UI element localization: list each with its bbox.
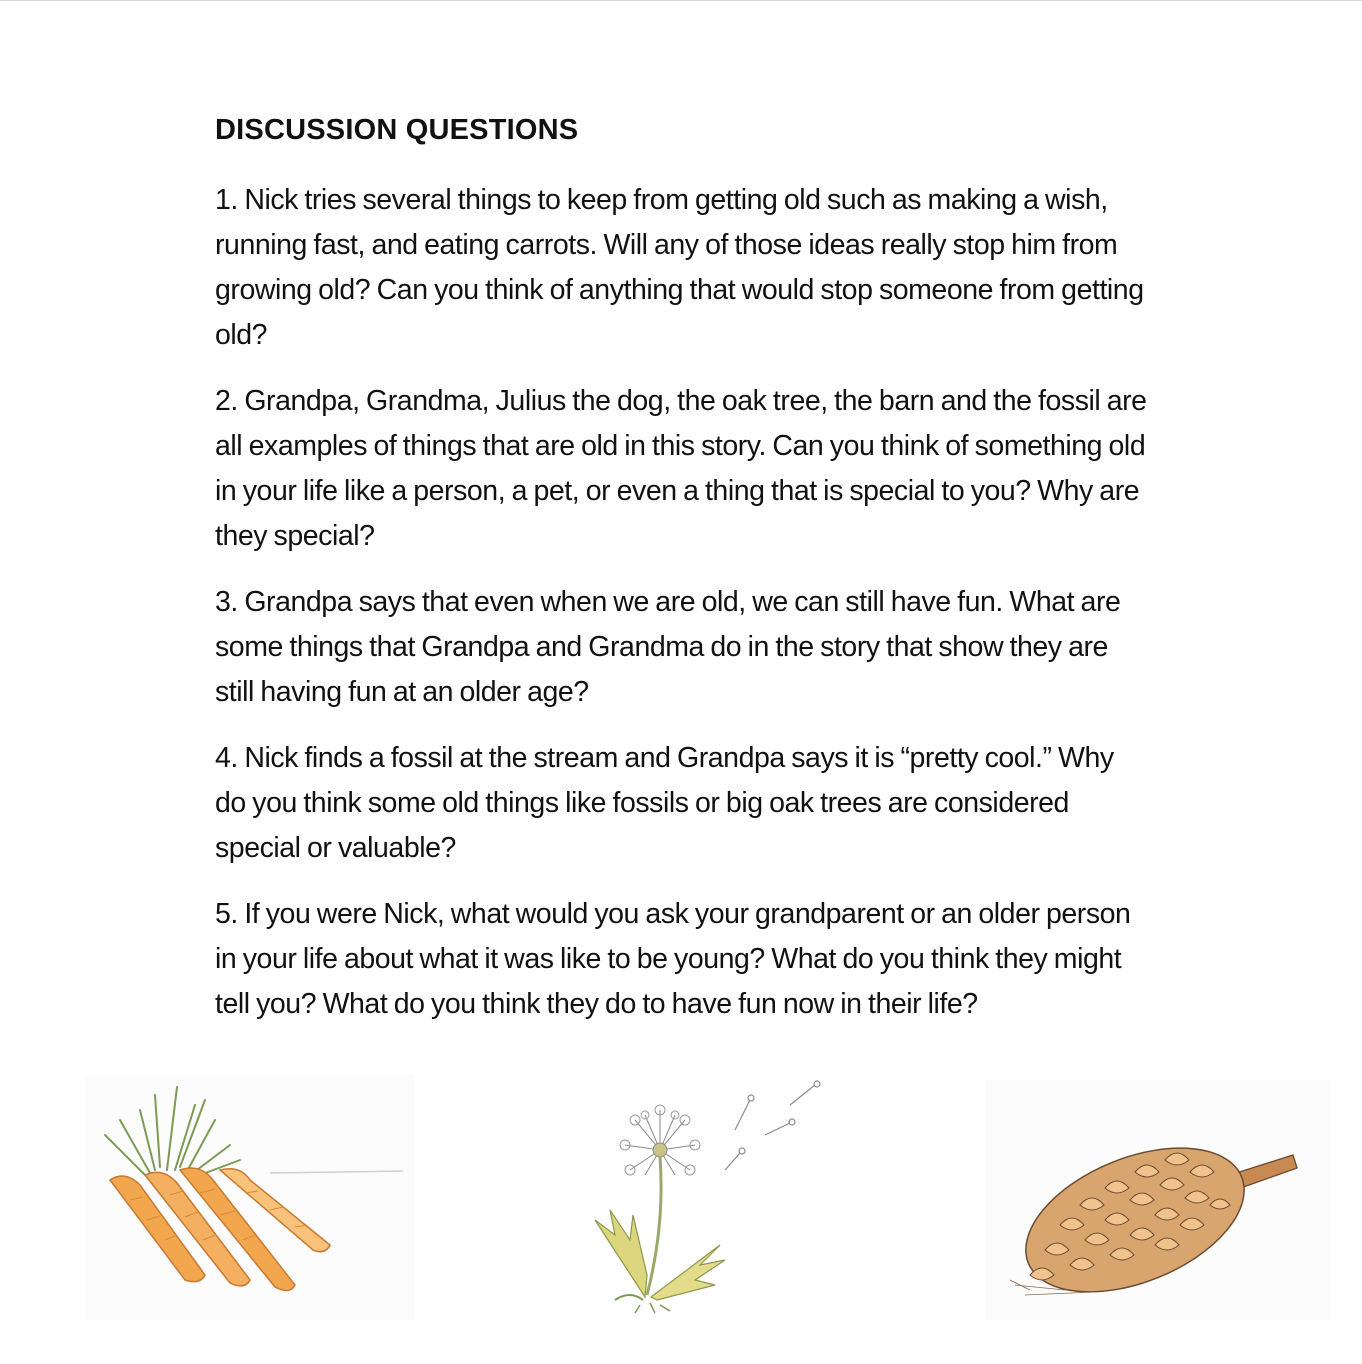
dandelion-illustration	[585, 1075, 830, 1320]
discussion-section	[215, 108, 1150, 1048]
question-1: 1. Nick tries several things to keep from getting old such as making a wish, running fast, and eating carrots. Will any of those ideas really stop him from growing old? Can you think of anything that would stop someone from getting old?	[215, 184, 1144, 351]
pinecone-illustration	[985, 1080, 1330, 1320]
question-3: 3. Grandpa says that even when we are old, we can still have fun. What are some things that Grandpa and Grandma do in the story that show they are still having fun at an older age?	[215, 586, 1121, 708]
carrots-illustration	[85, 1075, 415, 1320]
section-heading: DISCUSSION QUESTIONS	[215, 114, 579, 146]
top-divider	[0, 0, 1362, 1]
question-5: 5. If you were Nick, what would you ask your grandparent or an older person in your life about what it was like to be young? What do you think they might tell you? What do you think they do to have fun now in their life?	[215, 898, 1131, 1020]
question-2: 2. Grandpa, Grandma, Julius the dog, the oak tree, the barn and the fossil are all examples of things that are old in this story. Can you think of something old in your life like a person, a pet, or even a thing that is special to you? Why are they special?	[215, 385, 1147, 552]
question-4: 4. Nick finds a fossil at the stream and Grandpa says it is “pretty cool.” Why do you think some old things like fossils or big oak trees are considered special or valuable?	[215, 742, 1114, 864]
